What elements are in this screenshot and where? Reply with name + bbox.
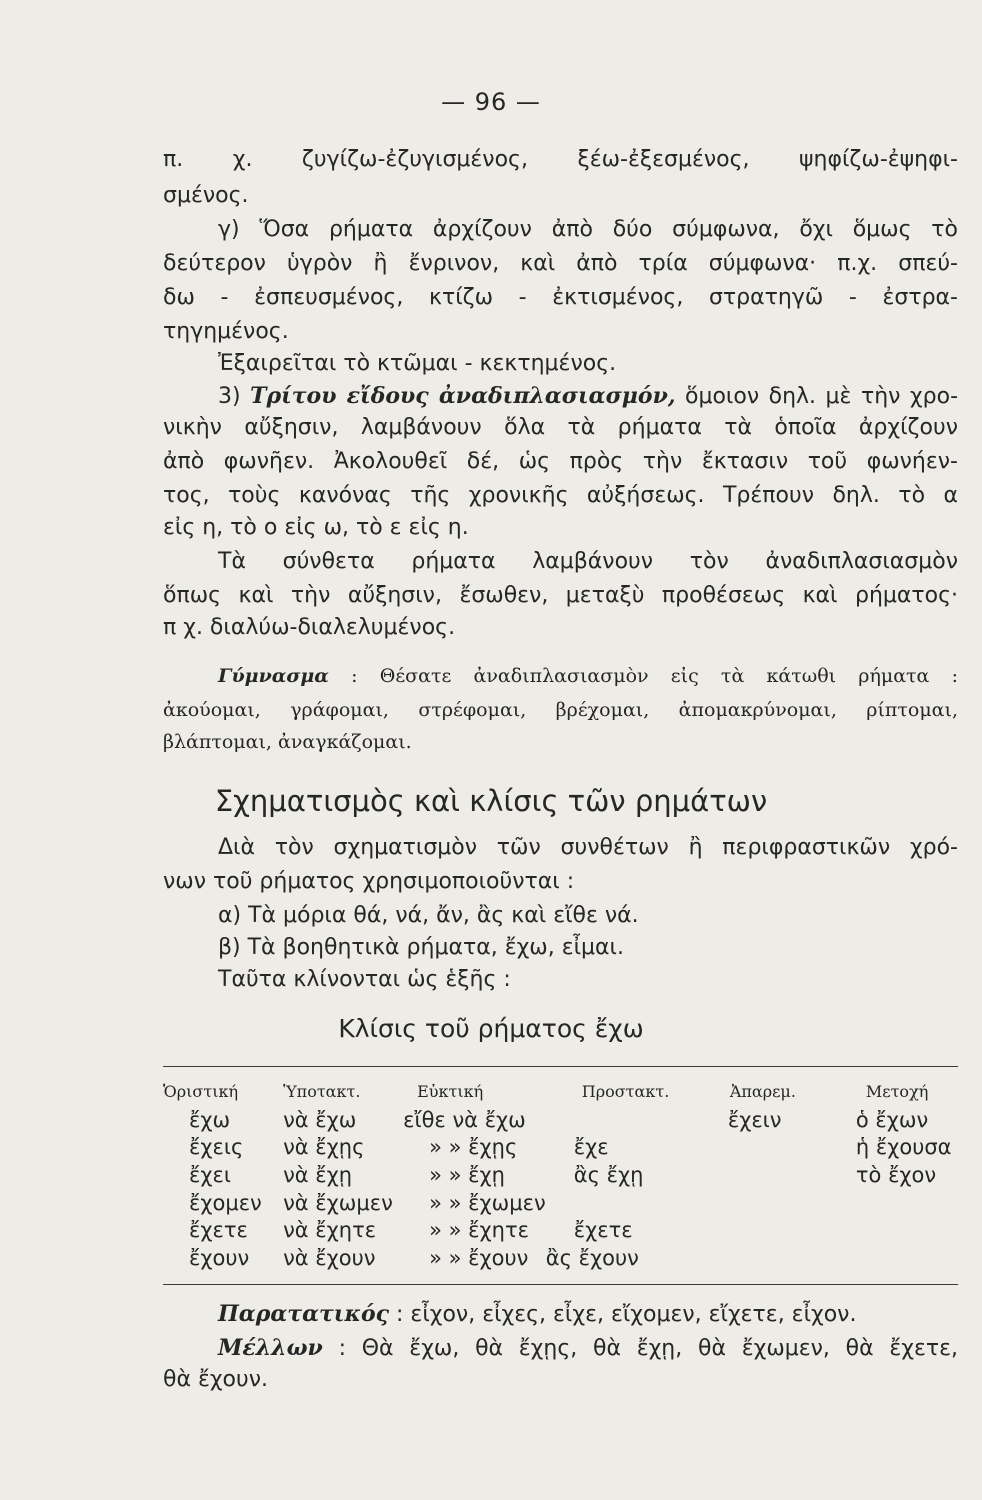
cell: νὰ ἔχητε <box>283 1218 377 1243</box>
cell: ἔχει <box>189 1162 231 1187</box>
cell <box>700 1134 836 1162</box>
cell: » » ἔχωμεν <box>429 1190 546 1215</box>
text-line: Ἐξαιρεῖται τὸ κτῶμαι - κεκτημένος. <box>218 351 617 376</box>
text-line: Τὰ σύνθετα ρήματα λαμβάνουν τὸν ἀναδιπλασιασμὸν <box>218 549 958 574</box>
table-header-row <box>163 1076 958 1106</box>
cell: ἂς ἔχῃ <box>573 1162 644 1187</box>
header-cell: Ὑποτακτ. <box>283 1081 361 1101</box>
text-line: νικὴν αὔξησιν, λαμβάνουν ὅλα τὰ ρήματα τὰ ὁποῖα ἀρχίζουν <box>163 415 958 440</box>
cell: ἔχειν <box>727 1107 782 1132</box>
text-line: π. χ. ζυγίζω-ἐζυγισμένος, ξέω-ἐξεσμένος, ψηφίζω-ἐψηφι- <box>163 147 958 172</box>
text-line: θὰ ἔχουν. <box>163 1367 269 1392</box>
table-row <box>163 1106 958 1134</box>
cell: » » ἔχῃ <box>429 1162 505 1187</box>
text-line: βλάπτομαι, ἀναγκάζομαι. <box>163 731 412 753</box>
text-line-with-title <box>218 382 958 411</box>
header-cell: Προστακτ. <box>581 1081 670 1101</box>
subsection-title: Τρίτου εἴδους ἀναδιπλασιασμόν, <box>250 383 676 409</box>
cell <box>700 1161 836 1189</box>
cell: ἔχετε <box>189 1218 248 1243</box>
cell: τὸ ἔχον <box>855 1162 937 1187</box>
table-row <box>163 1161 958 1189</box>
cell: ὁ ἔχων <box>855 1107 929 1132</box>
text-line: εἰς η, τὸ ο εἰς ω, τὸ ε εἰς η. <box>163 515 469 540</box>
text-run: : Θέσατε ἀναδιπλασιασμὸν εἰς τὰ κάτωθι ρήματα : <box>351 665 958 687</box>
future-line <box>218 1334 958 1363</box>
text-line: Διὰ τὸν σχηματισμὸν τῶν συνθέτων ἢ περιφραστικῶν χρό- <box>218 835 958 860</box>
text-line: ὅπως καὶ τὴν αὔξησιν, ἔσωθεν, μεταξὺ προθέσεως καὶ ρήματος· <box>163 583 958 608</box>
text-line: τος, τοὺς κανόνας τῆς χρονικῆς αὐξήσεως. Τρέπουν δηλ. τὸ α <box>163 483 958 508</box>
text-line: δεύτερον ὑγρὸν ἢ ἔνρινον, καὶ ἀπὸ τρία σύμφωνα· π.χ. σπεύ- <box>163 251 958 276</box>
future-label: Μέλλων <box>218 1335 323 1361</box>
cell: » » ἔχητε <box>429 1218 529 1243</box>
cell: νὰ ἔχω <box>283 1107 357 1132</box>
imperfect-line <box>218 1300 856 1329</box>
table-row <box>163 1189 958 1217</box>
table-title: Κλίσις τοῦ ρήματος ἔχω <box>338 1014 644 1043</box>
cell: ἔχεις <box>189 1135 244 1160</box>
cell <box>546 1106 700 1134</box>
cell: νὰ ἔχωμεν <box>283 1190 393 1215</box>
header-cell: Μετοχή <box>865 1081 929 1101</box>
cell: ἡ ἔχουσα <box>855 1135 952 1160</box>
cell <box>700 1189 836 1217</box>
text-run: : Θὰ ἔχω, θὰ ἔχῃς, θὰ ἔχῃ, θὰ ἔχωμεν, θὰ ἔχετε, <box>338 1336 959 1361</box>
cell: ἔχουν <box>189 1245 250 1270</box>
table-top-rule <box>163 1066 958 1067</box>
cell: νὰ ἔχῃς <box>283 1135 365 1160</box>
cell: ἔχετε <box>573 1218 633 1243</box>
table-row <box>163 1216 958 1244</box>
cell: ἔχω <box>189 1107 231 1132</box>
section-heading: Σχηματισμὸς καὶ κλίσις τῶν ρημάτων <box>214 784 768 818</box>
table-bottom-rule <box>163 1284 958 1285</box>
cell: » » ἔχῃς <box>429 1135 518 1160</box>
cell: νὰ ἔχῃ <box>283 1162 353 1187</box>
text-line: νων τοῦ ρήματος χρησιμοποιοῦνται : <box>163 869 575 894</box>
header-cell: Ἀπαρεμ. <box>729 1081 796 1101</box>
text-line: τηγημένος. <box>163 319 289 344</box>
text-line: ἀκούομαι, γράφομαι, στρέφομαι, βρέχομαι, ἀπομακρύνομαι, ρίπτομαι, <box>163 699 958 721</box>
conjugation-table <box>163 1076 958 1272</box>
cell <box>700 1216 836 1244</box>
exercise-label: Γύμνασμα <box>218 665 329 687</box>
exercise-line <box>218 662 958 690</box>
text-line: γ) Ὅσα ρήματα ἀρχίζουν ἀπὸ δύο σύμφωνα, ὄχι ὅμως τὸ <box>218 217 958 242</box>
text-line: ἀπὸ φωνῆεν. Ἀκολουθεῖ δέ, ὡς πρὸς τὴν ἔκτασιν τοῦ φωνήεν- <box>163 449 958 474</box>
cell: εἴθε νὰ ἔχω <box>403 1107 526 1132</box>
list-item-b: β) Τὰ βοηθητικὰ ρήματα, ἔχω, εἶμαι. <box>218 935 624 960</box>
cell: ἔχε <box>573 1135 609 1160</box>
list-item-a: α) Τὰ μόρια θά, νά, ἄν, ἂς καὶ εἴθε νά. <box>218 903 639 928</box>
cell: » » ἔχουν <box>429 1245 529 1270</box>
imperfect-label: Παρατατικός <box>218 1301 390 1327</box>
list-number: 3) <box>218 384 241 409</box>
cell <box>546 1189 700 1217</box>
header-cell: Ὁριστική <box>163 1081 239 1101</box>
cell: ἂς ἔχουν <box>545 1245 639 1270</box>
cell <box>836 1216 958 1244</box>
page-number: — 96 — <box>441 88 541 116</box>
cell <box>836 1244 958 1272</box>
header-cell: Εὐκτική <box>417 1081 484 1101</box>
table-row <box>163 1244 958 1272</box>
table-row <box>163 1134 958 1162</box>
text-line: Ταῦτα κλίνονται ὡς ἑξῆς : <box>218 967 511 992</box>
text-run: : εἶχον, εἶχες, εἶχε, εἴχομεν, εἴχετε, εἶχον. <box>396 1302 857 1327</box>
cell: νὰ ἔχουν <box>283 1245 376 1270</box>
cell: ἔχομεν <box>189 1190 262 1215</box>
text-line: δω - ἐσπευσμένος, κτίζω - ἐκτισμένος, στρατηγῶ - ἐστρα- <box>163 285 958 310</box>
text-line: π χ. διαλύω-διαλελυμένος. <box>163 615 456 640</box>
text-line: σμένος. <box>163 183 249 208</box>
text-run: ὅμοιον δηλ. μὲ τὴν χρο- <box>685 384 959 409</box>
cell <box>700 1244 836 1272</box>
cell <box>836 1189 958 1217</box>
